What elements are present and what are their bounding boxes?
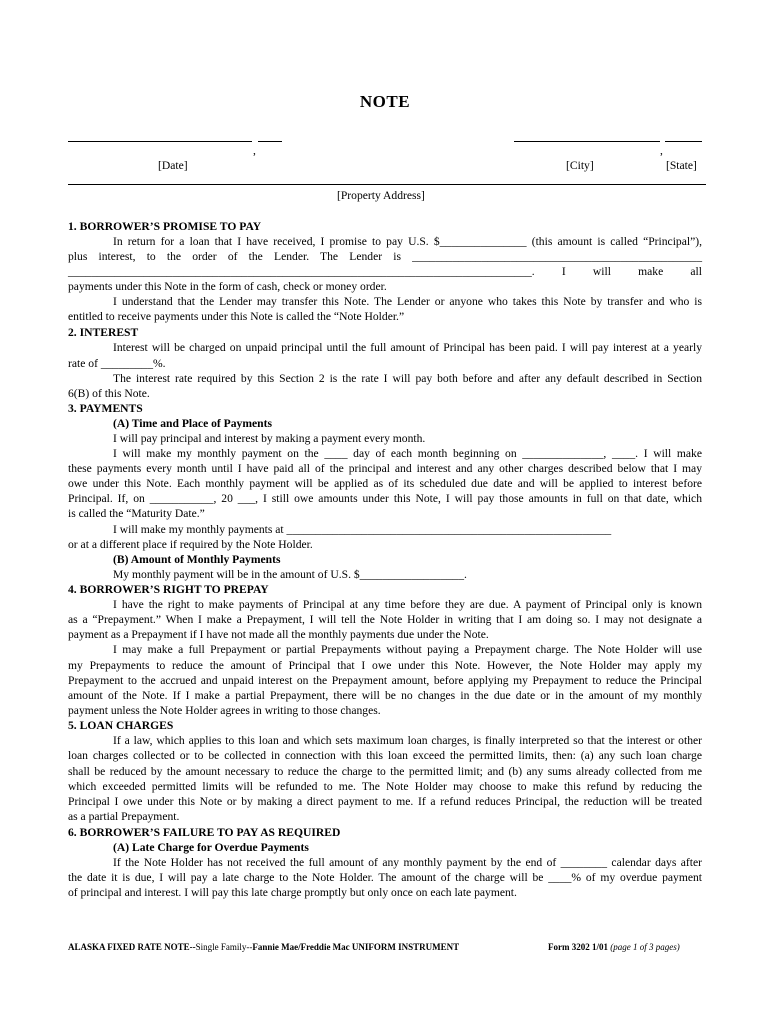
body-line: my Prepayments to reduce the amount of Principal that I owe under this Note. However, the Note Holder may apply my bbox=[68, 659, 702, 672]
date-blank[interactable] bbox=[68, 141, 252, 142]
footer-family: Single Family-- bbox=[195, 942, 253, 952]
section-2-heading: 2. INTEREST bbox=[68, 326, 139, 339]
body-line: plus interest, to the order of the Lender. The Lender is __________________________________________________ bbox=[68, 250, 702, 263]
document-title: NOTE bbox=[359, 92, 411, 111]
body-line: ________________________________________________________________________________. I will make all bbox=[68, 265, 702, 278]
body-line: payment unless the Note Holder agrees in writing to those changes. bbox=[68, 704, 381, 717]
section-1-heading: 1. BORROWER’S PROMISE TO PAY bbox=[68, 220, 262, 233]
city-caption: [City] bbox=[566, 159, 594, 172]
body-line: which exceeded permitted limits will be refunded to me. The Note Holder may choose to make this refund by reducing the bbox=[68, 780, 702, 793]
footer-title: ALASKA FIXED RATE NOTE-- bbox=[68, 942, 196, 952]
body-line: Prepayment to the accrued and unpaid interest on the Prepayment amount, before applying my Prepayment to reduce the Principal bbox=[68, 674, 702, 687]
body-line: If the Note Holder has not received the full amount of any monthly payment by the end of ________ calendar days after bbox=[113, 856, 702, 869]
body-line: Principal. If, on ___________, 20 ___, I still owe amounts under this Note, I will pay those amounts in full on that date, which bbox=[68, 492, 702, 505]
state-blank[interactable] bbox=[665, 141, 702, 142]
subsection-6a-heading: (A) Late Charge for Overdue Payments bbox=[113, 841, 309, 854]
property-address-blank[interactable] bbox=[68, 184, 706, 185]
body-line: payment as a Prepayment if I have not made all the monthly payments due under the Note. bbox=[68, 628, 489, 641]
state-caption: [State] bbox=[666, 159, 697, 172]
body-line: entitled to receive payments under this Note is called the “Note Holder.” bbox=[68, 310, 405, 323]
body-line: The interest rate required by this Section 2 is the rate I will pay both before and after any default described in Section bbox=[113, 372, 702, 385]
body-line: I will make my monthly payment on the ____ day of each month beginning on ______________, ____. I will make bbox=[113, 447, 702, 460]
body-line: Principal I owe under this Note or by making a direct payment to me. If a refund reduces Principal, the reduction will be treated bbox=[68, 795, 702, 808]
footer-form bbox=[548, 942, 680, 952]
body-line: is called the “Maturity Date.” bbox=[68, 507, 205, 520]
footer-page-count: (page 1 of 3 pages) bbox=[610, 942, 680, 952]
body-line: of principal and interest. I will pay this late charge promptly but only once on each late payment. bbox=[68, 886, 517, 899]
body-line: Interest will be charged on unpaid principal until the full amount of Principal has been paid. I will pay interest at a yearly bbox=[113, 341, 702, 354]
body-line: the date it is due, I will pay a late charge to the Note Holder. The amount of the charge will be ____% of my overdue payment bbox=[68, 871, 702, 884]
body-line: payments under this Note in the form of cash, check or money order. bbox=[68, 280, 387, 293]
city-blank[interactable] bbox=[514, 141, 660, 142]
body-line: 6(B) of this Note. bbox=[68, 387, 150, 400]
date-caption: [Date] bbox=[158, 159, 188, 172]
city-separator: , bbox=[660, 144, 663, 157]
property-address-caption: [Property Address] bbox=[337, 189, 425, 202]
footer-instrument-name: Fannie Mae/Freddie Mac UNIFORM INSTRUMENT bbox=[252, 942, 460, 952]
body-line: My monthly payment will be in the amount of U.S. $__________________. bbox=[113, 568, 467, 581]
body-line: In return for a loan that I have received, I promise to pay U.S. $_______________ (this amount is called “Principal”), bbox=[113, 235, 702, 248]
section-5-heading: 5. LOAN CHARGES bbox=[68, 719, 174, 732]
body-line: loan charges collected or to be collected in connection with this loan exceed the permitted limits, then: (a) any such loan charge bbox=[68, 749, 702, 762]
section-3-heading: 3. PAYMENTS bbox=[68, 402, 143, 415]
date-separator: , bbox=[253, 144, 256, 157]
section-4-heading: 4. BORROWER’S RIGHT TO PREPAY bbox=[68, 583, 269, 596]
body-line: amount of the Note. If I make a partial Prepayment, there will be no changes in the due date or in the amount of my monthly bbox=[68, 689, 702, 702]
body-line: owe under this Note. Each monthly payment will be applied as of its scheduled due date and will be applied to interest before bbox=[68, 477, 702, 490]
body-line: I will make my monthly payments at ________________________________________________________ bbox=[113, 523, 612, 536]
body-line: If a law, which applies to this loan and which sets maximum loan charges, is finally interpreted so that the interest or other bbox=[113, 734, 702, 747]
section-6-heading: 6. BORROWER’S FAILURE TO PAY AS REQUIRED bbox=[68, 826, 341, 839]
body-line: I have the right to make payments of Principal at any time before they are due. A payment of Principal only is known bbox=[113, 598, 702, 611]
body-line: I understand that the Lender may transfer this Note. The Lender or anyone who takes this Note by transfer and who is bbox=[113, 295, 702, 308]
body-line: I will pay principal and interest by making a payment every month. bbox=[113, 432, 426, 445]
subsection-3b-heading: (B) Amount of Monthly Payments bbox=[113, 553, 281, 566]
body-line: or at a different place if required by the Note Holder. bbox=[68, 538, 313, 551]
date-year-blank[interactable] bbox=[258, 141, 282, 142]
body-line: as a partial Prepayment. bbox=[68, 810, 180, 823]
body-line: rate of _________%. bbox=[68, 357, 166, 370]
subsection-3a-heading: (A) Time and Place of Payments bbox=[113, 417, 272, 430]
body-line: shall be reduced by the amount necessary to reduce the charge to the permitted limit; and (b) any sums already collected from me bbox=[68, 765, 702, 778]
footer-form-number: Form 3202 1/01 bbox=[548, 942, 608, 952]
footer-instrument bbox=[68, 942, 459, 952]
body-line: these payments every month until I have paid all of the principal and interest and any other charges described below that I may bbox=[68, 462, 702, 475]
body-line: I may make a full Prepayment or partial Prepayments without paying a Prepayment charge. The Note Holder will use bbox=[113, 643, 702, 656]
body-line: as a “Prepayment.” When I make a Prepayment, I will tell the Note Holder in writing that I am doing so. I may not designate a bbox=[68, 613, 702, 626]
